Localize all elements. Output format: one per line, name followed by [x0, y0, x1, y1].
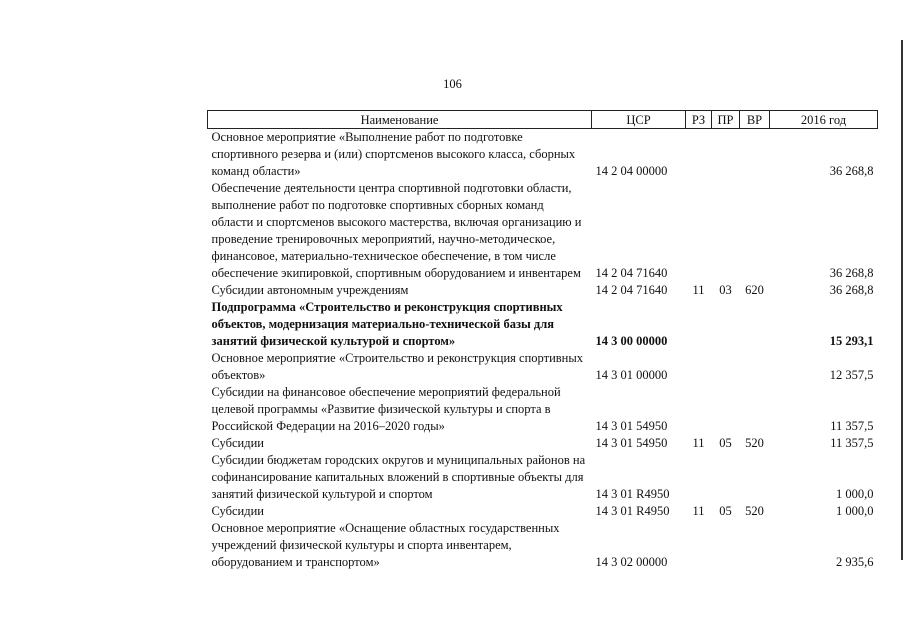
row-pr: [712, 452, 740, 503]
row-rz: [686, 350, 712, 384]
table-header-row: [208, 111, 878, 129]
row-vr: 520: [745, 436, 764, 450]
row-pr: [712, 384, 740, 435]
row-pr: 03: [719, 283, 732, 297]
budget-table: [207, 110, 878, 571]
row-amount: 1 000,0: [836, 504, 874, 518]
row-rz: [686, 180, 712, 282]
row-rz: [686, 452, 712, 503]
row-amount: 36 268,8: [829, 283, 874, 297]
row-pr: [712, 299, 740, 350]
row-name: Субсидии на финансовое обеспечение мероприятий федеральной целевой программы «Развитие физической культуры и спорта в Российской Федерации на 2016–2020 годы»: [211, 385, 561, 433]
row-vr: [740, 299, 770, 350]
table-row: [208, 282, 878, 299]
row-pr: [712, 129, 740, 181]
row-rz: 11: [692, 283, 705, 297]
row-rz: [686, 384, 712, 435]
header-year: 2016 год: [770, 111, 878, 129]
row-csr: 14 3 02 00000: [595, 555, 668, 569]
row-csr: 14 2 04 71640: [595, 266, 668, 280]
row-rz: [686, 299, 712, 350]
row-vr: [740, 384, 770, 435]
row-csr: 14 3 01 R4950: [595, 487, 670, 501]
row-amount: 15 293,1: [829, 334, 874, 348]
row-csr: 14 3 01 54950: [595, 419, 668, 433]
header-name: Наименование: [208, 111, 592, 129]
table-row: [208, 452, 878, 503]
row-vr: 520: [745, 504, 764, 518]
row-rz: 11: [692, 504, 705, 518]
row-name: Подпрограмма «Строительство и реконструкция спортивных объектов, модернизация материально-технической базы для занятий физической культурой и спортом»: [211, 300, 563, 348]
row-csr: 14 2 04 00000: [595, 164, 668, 178]
row-pr: 05: [719, 504, 732, 518]
table-row: [208, 520, 878, 571]
row-name: Субсидии: [211, 504, 264, 518]
row-amount: 11 357,5: [830, 419, 874, 433]
table-row: [208, 180, 878, 282]
header-csr: ЦСР: [592, 111, 686, 129]
row-vr: [740, 129, 770, 181]
row-amount: 11 357,5: [830, 436, 874, 450]
row-pr: [712, 520, 740, 571]
row-amount: 2 935,6: [836, 555, 874, 569]
row-vr: [740, 180, 770, 282]
row-vr: 620: [745, 283, 764, 297]
row-name: Основное мероприятие «Строительство и реконструкция спортивных объектов»: [211, 351, 584, 382]
row-pr: [712, 180, 740, 282]
row-csr: 14 2 04 71640: [595, 283, 668, 297]
row-csr: 14 3 01 54950: [595, 436, 668, 450]
row-vr: [740, 452, 770, 503]
table-row: [208, 384, 878, 435]
header-pr: ПР: [712, 111, 740, 129]
row-name: Субсидии бюджетам городских округов и муниципальных районов на софинансирование капитальных вложений в спортивные объекты для занятий физической культурой и спортом: [211, 453, 586, 501]
row-name: Основное мероприятие «Выполнение работ по подготовке спортивного резерва и (или) спортсменов высокого класса, сборных команд области»: [211, 130, 576, 178]
row-pr: 05: [719, 436, 732, 450]
row-amount: 36 268,8: [829, 266, 874, 280]
row-amount: 12 357,5: [829, 368, 874, 382]
row-vr: [740, 520, 770, 571]
row-amount: 1 000,0: [836, 487, 874, 501]
header-rz: РЗ: [686, 111, 712, 129]
row-name: Субсидии автономным учреждениям: [211, 283, 409, 297]
table-row: [208, 129, 878, 181]
row-amount: 36 268,8: [829, 164, 874, 178]
row-csr: 14 3 01 00000: [595, 368, 668, 382]
table-row-subprogram: [208, 299, 878, 350]
header-vr: ВР: [740, 111, 770, 129]
row-csr: 14 3 00 00000: [595, 334, 668, 348]
row-name: Обеспечение деятельности центра спортивной подготовки области, выполнение работ по подготовке спортивных сборных команд области и спортсменов высокого мастерства, включая организацию и проведение тренировочных мероприятий, научно-методическое, финансовое, материально-техническое обеспечение, в том числе обеспечение экипировкой, спортивным оборудованием и инвентарем: [211, 181, 582, 280]
row-rz: [686, 129, 712, 181]
row-name: Основное мероприятие «Оснащение областных государственных учреждений физической культуры и спорта инвентарем, оборудованием и транспортом»: [211, 521, 560, 569]
row-vr: [740, 350, 770, 384]
table-row: [208, 350, 878, 384]
row-rz: [686, 520, 712, 571]
scan-edge-line: [901, 40, 903, 560]
row-rz: 11: [692, 436, 705, 450]
row-name: Субсидии: [211, 436, 264, 450]
page-number: 106: [443, 77, 462, 91]
table-row: [208, 435, 878, 452]
table-row: [208, 503, 878, 520]
row-csr: 14 3 01 R4950: [595, 504, 670, 518]
row-pr: [712, 350, 740, 384]
